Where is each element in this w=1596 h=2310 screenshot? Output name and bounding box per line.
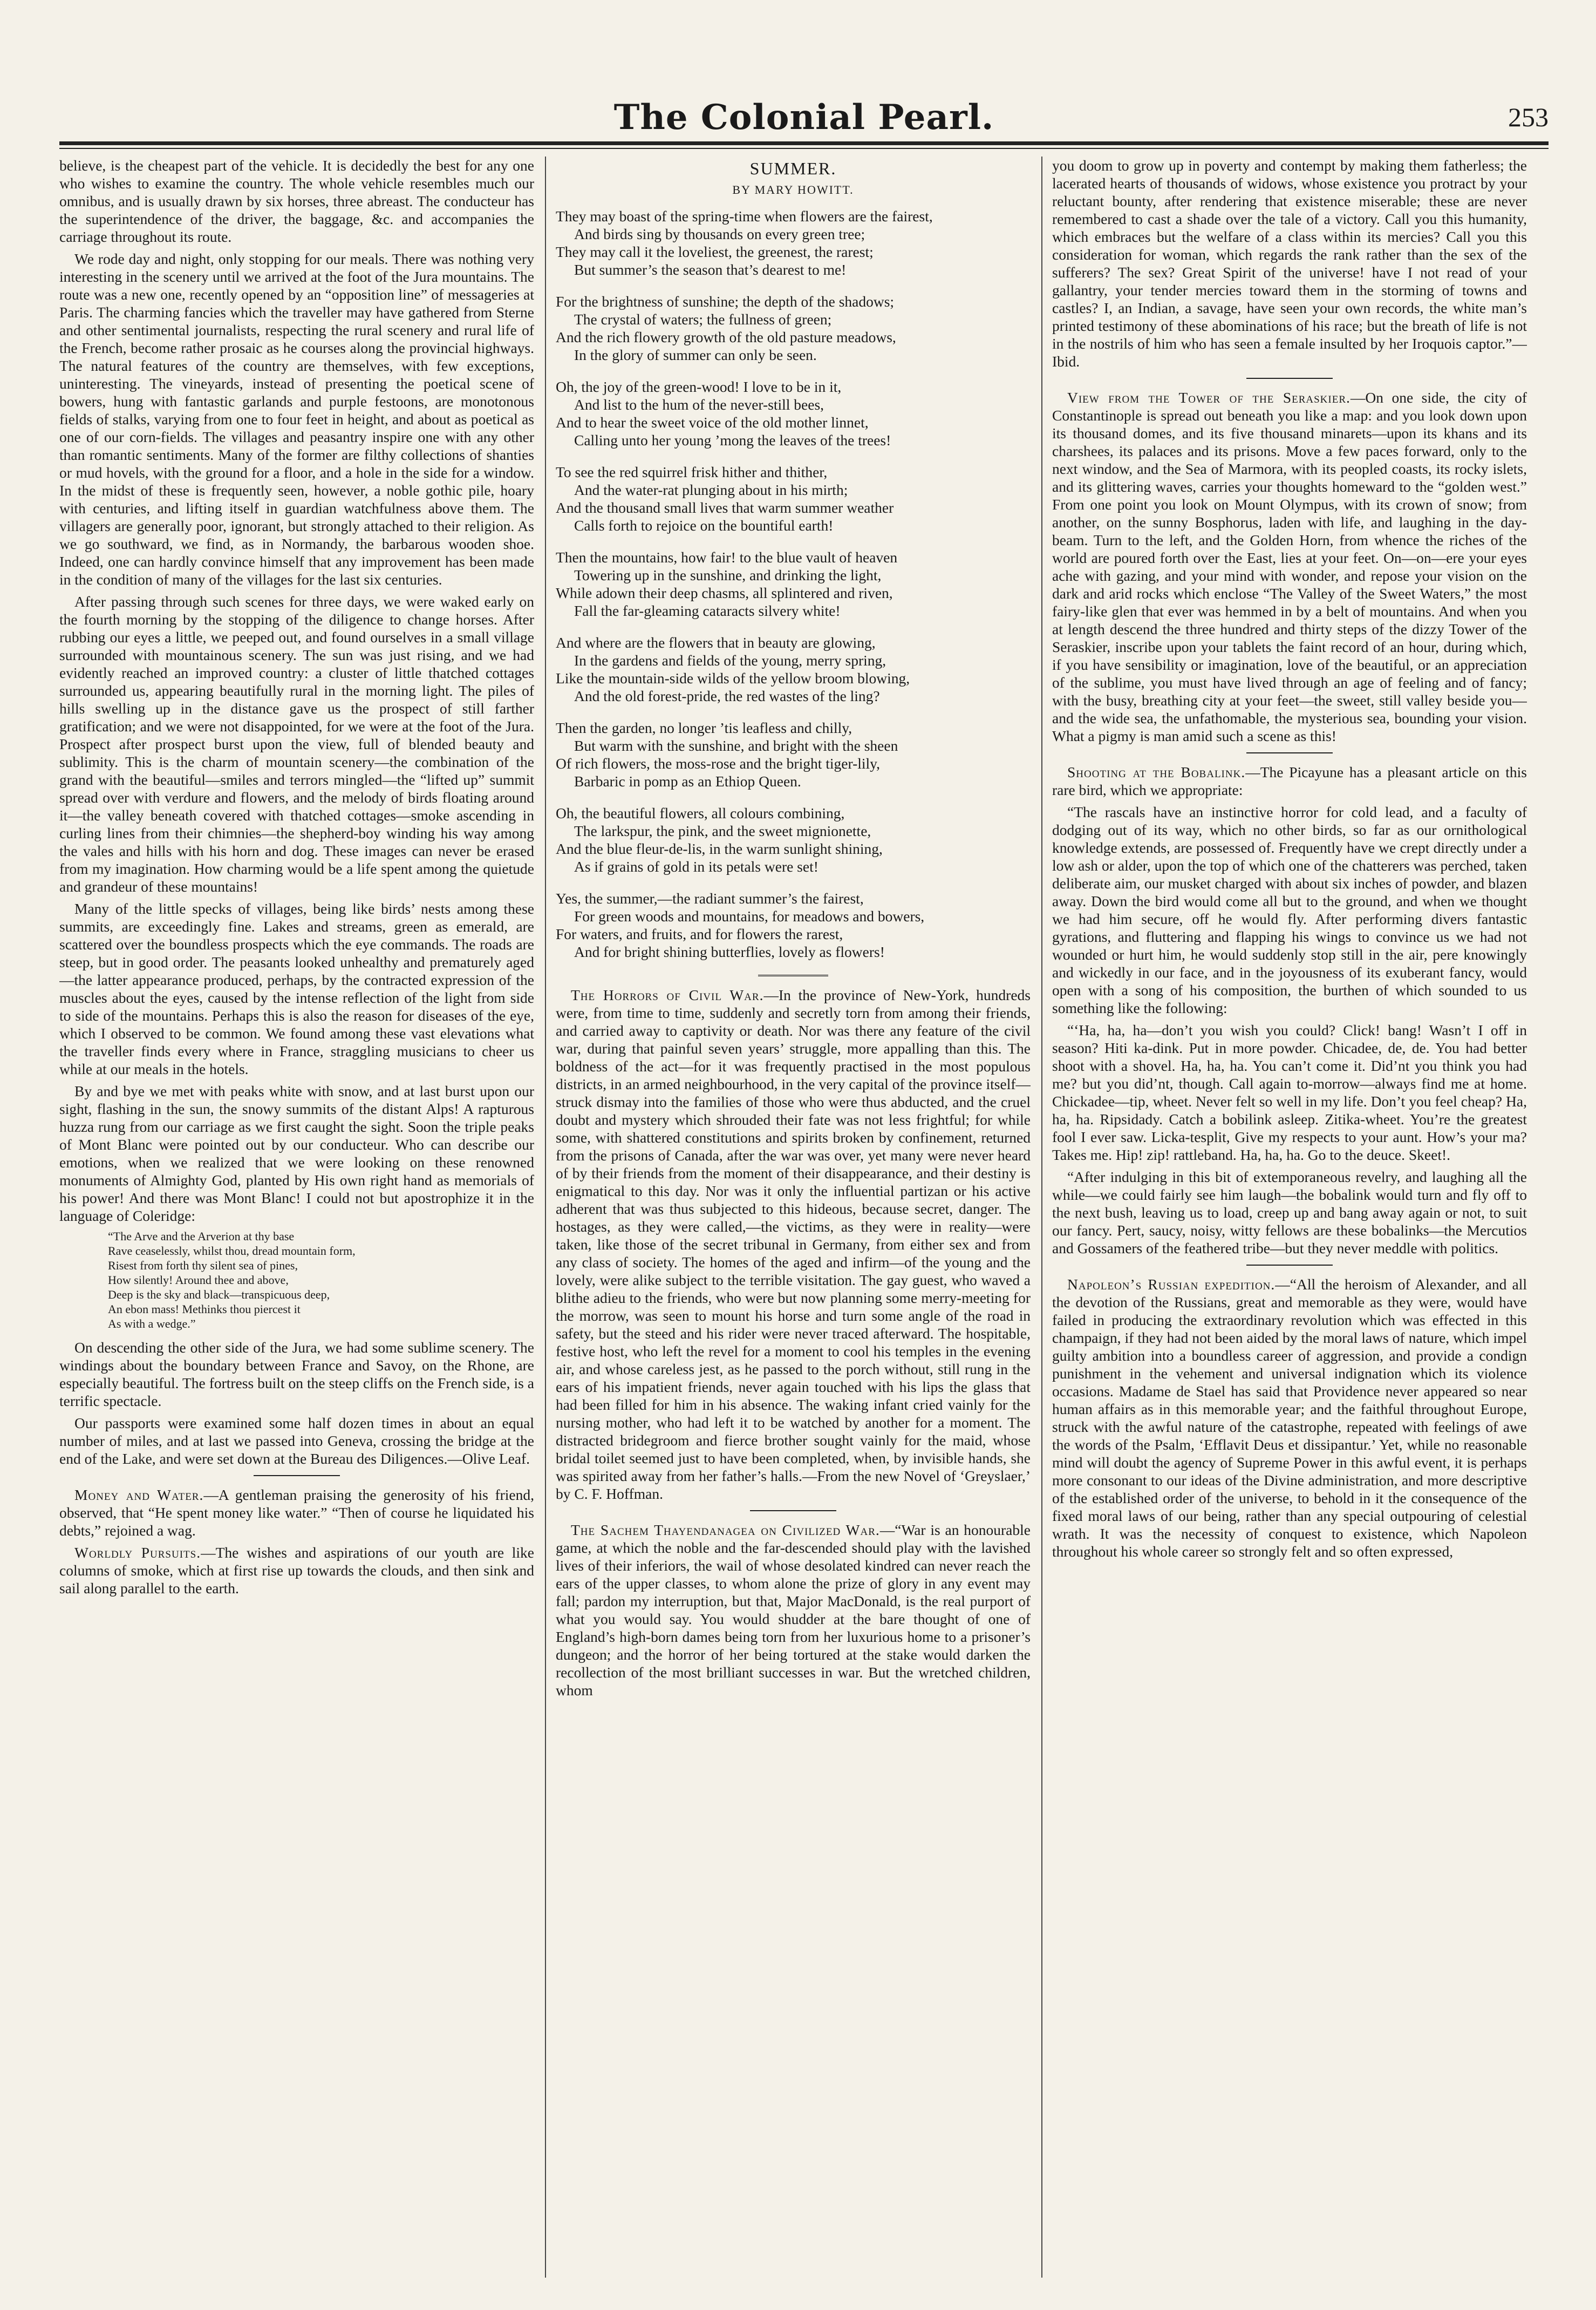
horrors-article	[556, 986, 1031, 1503]
article-paragraph: After passing through such scenes for three days, we were waked early on the fourth morning by the stopping of the diligence to change horses. After rubbing our eyes a little, we peeped out, and found ourselves in a small village surrounded with mountainous scenery. The sun was just rising, and we had evidently reached an improved country: a cluster of little thatched cottages surrounded us, appearing beautifully rural in the morning light. The piles of hills swelling up in the distance gave us the prospect of still farther gratification; and we were not disappointed, for we were at the foot of the Jura. Prospect after prospect burst upon the view, full of blended beauty and sublimity. This is the charm of mountain scenery—the combination of the grand with the beautiful—smiles and terrors mingled—the “lifted up” summit spread over with verdure and flowers, and the melody of birds floating around it—the valley beneath covered with thatched cottages—smoke ascending in curling lines from their chimnies—the shepherd-boy winding his way among the vales and hills with his horn and dog. These images can never be erased from my imagination. How charming would be a life spent among the quietude and grandeur of these mountains!	[59, 593, 534, 895]
poem-line: Fall the far-gleaming cataracts silvery white!	[574, 602, 841, 619]
poem-line: As if grains of gold in its petals were set!	[574, 858, 819, 875]
column-2	[556, 157, 1031, 2278]
poem-line: Barbaric in pomp as an Ethiop Queen.	[574, 773, 801, 790]
poem-stanza	[556, 293, 1031, 364]
column-divider	[1041, 157, 1042, 2278]
quote-line: An ebon mass! Methinks thou piercest it	[108, 1302, 301, 1316]
poem-line: And birds sing by thousands on every green tree;	[574, 226, 865, 242]
poem-stanza	[556, 207, 1031, 278]
quote-line: Rave ceaselessly, whilst thou, dread mountain form,	[108, 1244, 356, 1258]
napoleon-text: —“All the heroism of Alexander, and all the devotion of the Russians, great and memorable as they were, would have failed in producing the extraordinary revolution which was effected in this champaign, if they had not been aided by the moral laws of nature, which impel guilty ambition into a boundless career of aggression, and provide a condign punishment in the vehement and universal indignation which its violence occasions. Madame de Stael has said that Providence never appeared so near human affairs as in this memorable year; and the faithful throughout Europe, struck with the awful nature of the catastrophe, repeated with feelings of awe the words of the Psalm, ‘Efflavit Deus et dissipantur.’ Yet, while no reasonable mind will doubt the agency of Supreme Power in this awful event, it is perhaps more consonant to our ideas of the Divine administration, and more descriptive of the established order of the universe, to behold in it the consequence of the fixed moral laws of our being, rather than any special outpouring of celestial wrath. It was the necessity of conquest to existence, which Napoleon throughout his whole career so strongly felt and so often expressed,	[1052, 1276, 1527, 1560]
poem-line: In the gardens and fields of the young, merry spring,	[574, 652, 886, 669]
poem-line: To see the red squirrel frisk hither and thither,	[556, 464, 828, 480]
poem-line: And to hear the sweet voice of the old mother linnet,	[556, 414, 869, 431]
poem-line: While adown their deep chasms, all splintered and riven,	[556, 585, 893, 601]
poem-line: Yes, the summer,—the radiant summer’s the fairest,	[556, 890, 864, 907]
masthead	[59, 97, 1549, 140]
masthead-rule	[59, 141, 1549, 145]
column-divider	[545, 157, 546, 2278]
quote-line: “The Arve and the Arverion at thy base	[108, 1229, 295, 1243]
poem-line: But summer’s the season that’s dearest to me!	[574, 261, 847, 278]
poem-line: And the thousand small lives that warm summer weather	[556, 499, 894, 516]
poem-line: And for bright shining butterflies, lovely as flowers!	[574, 943, 885, 960]
poem-byline: BY MARY HOWITT.	[732, 183, 854, 196]
poem-line: But warm with the sunshine, and bright with the sheen	[574, 737, 898, 754]
article-paragraph: believe, is the cheapest part of the vehicle. It is decidedly the best for any one who wishes to examine the country. The whole vehicle resembles much our omnibus, and is usually drawn by six horses, three abreast. The conducteur has the superintendence of the driver, the baggage, &c. and accompanies the carriage throughout its route.	[59, 157, 534, 245]
poem-line: For green woods and mountains, for meadows and bowers,	[574, 908, 925, 925]
poem-line: Then the garden, no longer ’tis leafless and chilly,	[556, 719, 852, 736]
poem-stanza	[556, 804, 1031, 875]
poem-line: Towering up in the sunshine, and drinking the light,	[574, 567, 882, 583]
poem-line: Like the mountain-side wilds of the yellow broom blowing,	[556, 670, 910, 687]
coleridge-quote	[108, 1229, 534, 1331]
worldly-heading: Worldly Pursuits.	[74, 1544, 201, 1561]
poem-line: And the water-rat plunging about in his mirth;	[574, 481, 848, 498]
poem-line: In the glory of summer can only be seen.	[574, 346, 817, 363]
section-separator	[750, 1510, 836, 1511]
view-text: —On one side, the city of Constantinople is spread out beneath you like a map: and you look down upon its thousand domes, and its five thousand minarets—upon its khans and its charshees, its palaces and its prisons. Move a few paces forward, only to the next window, and the Sea of Marmora, with its peopled coasts, its rocky islets, and its glittering waves, carries your thoughts homeward to the “golden west.” From one point you look on Mount Olympus, with its crown of snow; from another, on the sunny Bosphorus, laden with life, and laughing in the day-beam. Turn to the left, and the Golden Horn, from whence the riches of the world are poured forth over the East, lies at your feet. On—on—ere your eyes ache with gazing, and your mind with wonder, and repose your vision on the dark and arid rocks which enclose “The Valley of the Sweet Waters,” the most fairy-like glen that ever was hemmed in by a belt of mountains. And when you at length descend the three hundred and thirty steps of the dizzy Tower of the Seraskier, inscribe upon your tablets the faint record of an hour, during which, if you have sensibility or imagination, love of the beautiful, or an appreciation of the sublime, you must have lived through an age of feeling and of fancy; with the busy, breathing city at your feet—the sweet, still valley beside you—and the wide sea, the unfathomable, the mysterious sea, bounding your vision. What a pigmy is man amid such a scene as this!	[1052, 389, 1527, 744]
poem-line: For the brightness of sunshine; the depth of the shadows;	[556, 293, 895, 310]
shooting-heading: Shooting at the Bobalink.	[1067, 764, 1246, 780]
section-separator	[758, 975, 828, 976]
worldly-article	[59, 1544, 534, 1597]
article-paragraph: Many of the little specks of villages, being like birds’ nests among these summits, are exceedingly fine. Lakes and streams, green as emerald, are scattered over the boundless prospects which the eye commands. The roads are steep, but in good order. The peasants looked unhealthy and prematurely aged—the latter appearance produced, perhaps, by the contracted expression of the muscles about the eyes, caused by the intense reflection of the light from side to side of the mountains. Perhaps this is also the reason for diseases of the eye, which I observed to be common. We found among these vast elevations what the traveller finds every where in France, straggling musicians to cheer us while at our meals in the hotels.	[59, 900, 534, 1077]
poem-stanza	[556, 889, 1031, 961]
sachem-continued: you doom to grow up in poverty and contempt by making them fatherless; the lacerated hearts of thousands of widows, whose existence you protract by your reluctant bounty, after rendering that existence miserable; these are never remembered to cast a shade over the tale of a victory. Call you this humanity, which embraces but the welfare of a class within its mercies? Call you this consideration for woman, which regards the rank rather than the sex of the sufferers? The sex? Great Spirit of the universe! have I not read of your gallantry, your tender mercies toward them in the storming of towns and castles? I, an Indian, a savage, have seen your own records, the white man’s printed testimony of these abominations of his race; but the breath of life is not in the nostrils of him who has seen a female insulted by her Iroquois captor.”—Ibid.	[1052, 157, 1527, 370]
article-paragraph: “The rascals have an instinctive horror for cold lead, and a faculty of dodging out of its way, which no other birds, so far as our ornithological knowledge extends, are possessed of. Frequently have we crept directly under a low ash or alder, upon the top of which one of the chatterers was perched, taken deliberate aim, our musket charged with about six inches of powder, and blazen away. Down the bird would come all but to the ground, and when we thought we had him secure, off he would fly. After performing divers fantastic gyrations, and fluttering and flapping his wings to convince us we had not wounded or hurt him, he would suddenly stop still in the air, pere knowingly and wickedly in our face, and in the joyousness of its exuberant fancy, would open with a song of his composition, the burthen of which sounded to us something like the following:	[1052, 804, 1527, 1016]
quote-line: Risest from forth thy silent sea of pines,	[108, 1259, 298, 1272]
view-heading: View from the Tower of the Seraskier.	[1067, 389, 1351, 406]
section-separator	[254, 1475, 340, 1476]
article-paragraph: On descending the other side of the Jura, we had some sublime scenery. The windings about the boundary between France and Savoy, on the Rhone, are especially beautiful. The fortress built on the steep cliffs on the French side, is a terrific spectacle.	[59, 1339, 534, 1409]
poem-title: SUMMER.	[749, 159, 837, 178]
sachem-text: —“War is an honourable game, at which the noble and the far-descended should play with the lavished lives of their inferiors, the wail of whose desolated kindred can never reach the ears of the upper classes, to whom alone the prize of glory in any event may fall; pardon my interruption, but that, Major MacDonald, is the real purport of what you would say. You would shudder at the bare thought of one of England’s high-born dames being torn from her luxurious home to a prisoner’s dungeon; and the horror of her being tortured at the stake would darken the recollection of the most brilliant successes in war. But the wretched children, whom	[556, 1521, 1031, 1698]
quote-line: Deep is the sky and black—transpicuous deep,	[108, 1288, 330, 1301]
article-paragraph: We rode day and night, only stopping for our meals. There was nothing very interesting in the scenery until we arrived at the foot of the Jura mountains. The route was a new one, recently opened by an “opposition line” of messageries at Paris. The charming fancies which the traveller may have gathered from Sterne and other sentimental journalists, respecting the rural scenery and rural life of the French, become rather prosaic as he courses along the provincial highways. The natural features of the country are themselves, with few exceptions, uninteresting. The vineyards, instead of presenting the poetical scene of bowers, hung with fantastic garlands and purple festoons, are monotonous fields of stalks, varying from one to four feet in height, and about as poetical as one of our corn-fields. The villages and peasantry inspire one with any other than romantic sentiments. Many of the former are filthy collections of shanties or mud hovels, with the ground for a floor, and a hole in the side for a window. In the midst of these is frequently seen, however, a noble gothic pile, hoary with centuries, and lifting itself in guardian watchfulness above them. The villagers are generally poor, ignorant, but strongly attached to their religion. As we go southward, we find, as in Normandy, the barbarous wooden shoe. Indeed, one can hardly convince himself that any improvement has been made in the condition of many of the villages for the last six centuries.	[59, 250, 534, 588]
poem-line: And the rich flowery growth of the old pasture meadows,	[556, 329, 896, 345]
poem-line: And the blue fleur-de-lis, in the warm sunlight shining,	[556, 840, 883, 857]
section-separator	[1246, 752, 1333, 753]
napoleon-heading: Napoleon’s Russian expedition.	[1067, 1276, 1276, 1293]
poem-line: And where are the flowers that in beauty are glowing,	[556, 634, 876, 651]
poem-line: Then the mountains, how fair! to the blue vault of heaven	[556, 549, 898, 566]
money-heading: Money and Water.	[74, 1486, 204, 1503]
poem-line: And list to the hum of the never-still bees,	[574, 396, 824, 413]
poem-body	[556, 207, 1031, 961]
section-separator	[1246, 378, 1333, 379]
poem-line: For waters, and fruits, and for flowers the rarest,	[556, 926, 843, 942]
sachem-heading: The Sachem Thayendanagea on Civilized War.	[571, 1521, 880, 1538]
poem-stanza	[556, 719, 1031, 790]
horrors-heading: The Horrors of Civil War.	[571, 987, 764, 1003]
poem-line: Calls forth to rejoice on the bountiful earth!	[574, 517, 834, 534]
article-paragraph: By and bye we met with peaks white with snow, and at last burst upon our sight, flashing in the sun, the snowy summits of the distant Alps! A rapturous huzza rung from our carriage as we first caught the sight. Soon the triple peaks of Mont Blanc were pointed out by our conducteur. Who can describe our emotions, when we realized that we were looking on these renowned monuments of Almighty God, planted by His own right hand as memorials of his power! And there was Mont Blanc! I could not but apostrophize it in the language of Coleridge:	[59, 1083, 534, 1224]
poem-stanza	[556, 378, 1031, 449]
masthead-rule-thin	[59, 148, 1549, 149]
poem-line: Oh, the beautiful flowers, all colours combining,	[556, 805, 845, 821]
shooting-text: —The Picayune has a pleasant article on this rare bird, which we appropriate:	[1052, 764, 1527, 798]
poem-stanza	[556, 548, 1031, 620]
poem-line: Of rich flowers, the moss-rose and the bright tiger-lily,	[556, 755, 880, 772]
article-paragraph: “After indulging in this bit of extemporaneous revelry, and laughing all the while—we could fairly see him laugh—the bobalink would turn and fly off to the next bush, leaving us to load, creep up and bang away again or not, to suit our fancy. Pert, saucy, noisy, witty fellows are these bobalinks—the Mercutios and Gossamers of the feathered tribe—but they never meddle with politics.	[1052, 1168, 1527, 1256]
worldly-text: —The wishes and aspirations of our youth are like columns of smoke, which at first rise up towards the clouds, and then sink and sail along parallel to the earth.	[59, 1544, 534, 1596]
napoleon-article	[1052, 1275, 1527, 1560]
poem-stanza	[556, 463, 1031, 534]
money-article	[59, 1486, 534, 1539]
poem-line: The larkspur, the pink, and the sweet mignionette,	[574, 823, 871, 839]
poem-line: They may call it the loveliest, the greenest, the rarest;	[556, 243, 874, 260]
money-text: —A gentleman praising the generosity of his friend, observed, that “He spent money like water.” “Then of course he liquidated his debts,” rejoined a wag.	[59, 1486, 534, 1539]
quote-line: As with a wedge.”	[108, 1317, 196, 1330]
poem-line: And the old forest-pride, the red wastes of the ling?	[574, 688, 880, 704]
page-number: 253	[1508, 102, 1549, 132]
newspaper-title: The Colonial Pearl.	[613, 97, 994, 138]
shooting-article	[1052, 763, 1527, 799]
article-paragraph: “‘Ha, ha, ha—don’t you wish you could? Click! bang! Wasn’t I off in season? Hiti ka-dink. Put in more powder. Chicadee, de, de. You had better shoot with a shovel. Ha, ha, ha. You can’t come it. Did’nt you think you had me? but you did’nt, though. Call again to-morrow—always find me at home. Chickadee—tip, wheet. Never felt so well in my life. Don’t you feel cheap? Ha, ha, ha. Ripsidady. Catch a bobilink asleep. Zitika-wheet. You’re the greatest fool I ever saw. Licka-tesplit, Give my respects to your aunt. How’s your ma? Takes me. Hip! zip! rattleband. Ha, ha, ha. Go to the deuce. Skeet!.	[1052, 1022, 1527, 1163]
poem-line: Oh, the joy of the green-wood! I love to be in it,	[556, 378, 842, 395]
poem-line: They may boast of the spring-time when flowers are the fairest,	[556, 208, 933, 225]
column-3	[1052, 157, 1527, 2278]
poem-stanza	[556, 634, 1031, 705]
view-article	[1052, 389, 1527, 745]
poem-line: The crystal of waters; the fullness of green;	[574, 311, 832, 328]
article-paragraph: Our passports were examined some half dozen times in about an equal number of miles, and at last we passed into Geneva, crossing the bridge at the end of the Lake, and were set down at the Bureau des Diligences.—Olive Leaf.	[59, 1415, 534, 1467]
poem-line: Calling unto her young ’mong the leaves of the trees!	[574, 432, 891, 449]
section-separator	[1246, 1265, 1333, 1266]
quote-line: How silently! Around thee and above,	[108, 1273, 289, 1287]
column-1	[59, 157, 534, 2278]
horrors-text: —In the province of New-York, hundreds were, from time to time, suddenly and secretly torn from among their friends, and carried away to captivity or death. Nor was there any feature of the civil war, during that painful seven years’ struggle, more appalling than this. The boldness of the act—for it was frequently practised in the most populous districts, in an armed neighbourhood, in the very capital of the province itself—struck dismay into the families of those who were thus abducted, and the cruel doubt and mystery which shrouded their fate was not less frightful; for while some, with shattered constitutions and spirits broken by confinement, returned from the prisons of Canada, after the war was over, yet many were never heard of by their friends from the moment of their disappearance, and their destiny is enigmatical to this day. Nor was it only the influential partizan or his active adherent that was thus subjected to this hideous, because secret, danger. The hostages, as they were called,—the victims, as they were in reality—were taken, like those of the secret tribunal in Germany, from either sex and from any class of society. The homes of the aged and infirm—of the young and the lovely, were alike subject to the terrible visitation. The gay guest, who waved a blithe adieu to the friends, who were but now planning some merry-meeting for the morrow, was seen to mount his horse and turn some angle of the road in safety, but the steed and his rider were never traced afterward. The hospitable, festive host, who left the revel for a moment to cool his temples in the evening air, and whose careless jest, as he passed to the porch without, still rung in the ears of his impatient friends, never again touched with his lips the glass that had been filled for him in his absence. The waking infant cried vainly for the nursing mother, who had left it to be watched by another for a moment. The distracted bridegroom and fierce brother sought vainly for the maid, whose bridal toilet seemed just to have been completed, when, by invisible hands, she was spirited away from her father’s halls.—From the new Novel of ‘Greyslaer,’ by C. F. Hoffman.	[556, 987, 1031, 1502]
sachem-article	[556, 1521, 1031, 1699]
